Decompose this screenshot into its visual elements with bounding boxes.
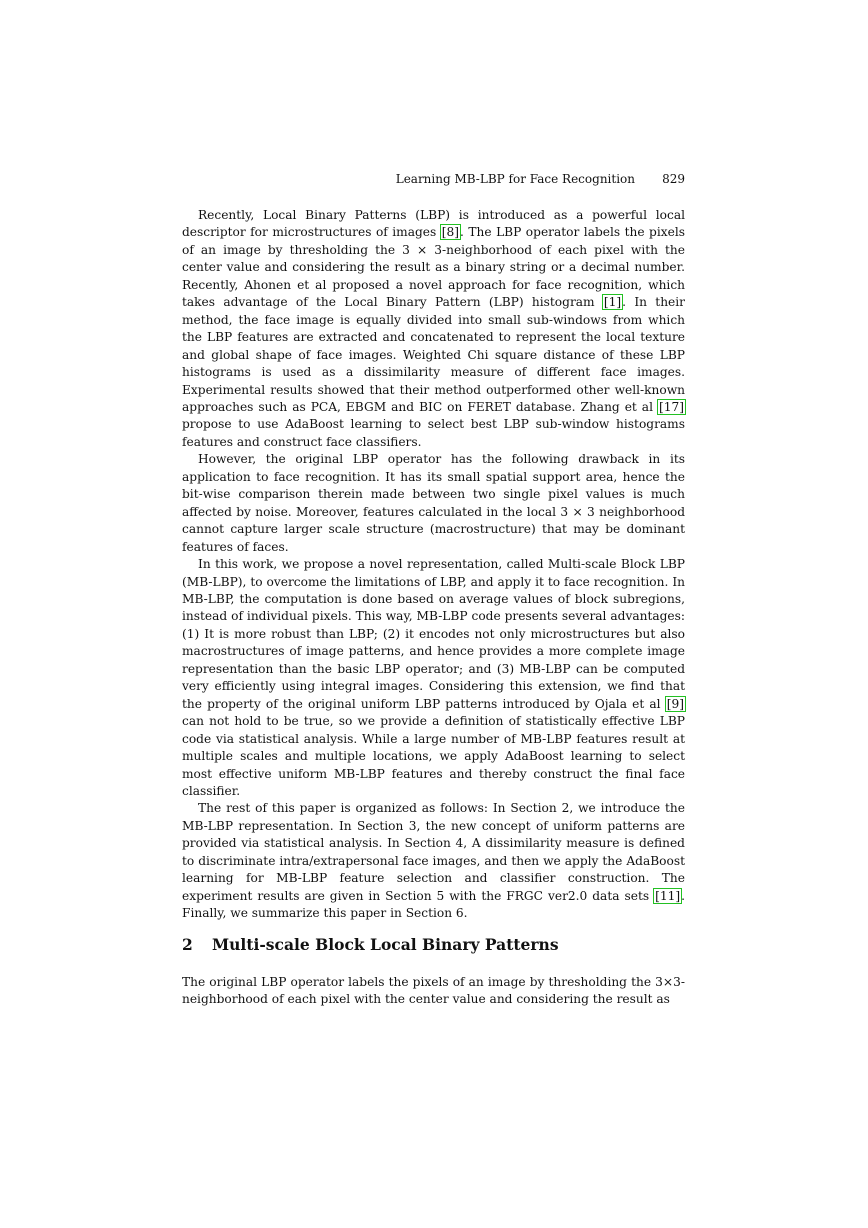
- section-number: 2: [182, 935, 193, 954]
- citation-link[interactable]: [1]: [603, 295, 622, 310]
- citation-link[interactable]: [17]: [658, 399, 684, 414]
- section-title: Multi-scale Block Local Binary Patterns: [212, 935, 559, 954]
- body-text-run: propose to use AdaBoost learning to select best LBP sub-window histograms features and construct face classifiers.: [182, 417, 685, 449]
- body-paragraph: [182, 207, 685, 451]
- body-text-run: Recently, Local Binary Patterns (LBP) is introduced as a powerful local descriptor for microstructures of images: [182, 208, 685, 240]
- section-heading: [182, 935, 685, 954]
- citation-link[interactable]: [9]: [666, 696, 684, 711]
- section-body: [182, 974, 685, 1009]
- body-text: [182, 207, 685, 923]
- body-paragraph: [182, 800, 685, 922]
- body-text-run: However, the original LBP operator has the following drawback in its application to face recognition. It has its small spatial support area, hence the bit-wise comparison therein made between two single pixel values is much affected by noise. Moreover, features calculated in the local 3 × 3 neighborhood cannot capture larger scale structure (macrostructure) that may be dominant features of faces.: [182, 452, 685, 554]
- citation-link[interactable]: [8]: [441, 225, 460, 240]
- body-text-run: can not hold to be true, so we provide a definition of statistically effective LBP code via statistical analysis. While a large number of MB-LBP features result at multiple scales and multiple locations, we apply AdaBoost learning to select most effective uniform MB-LBP features and thereby construct the final face classifier.: [182, 714, 685, 798]
- body-text-run: The rest of this paper is organized as follows: In Section 2, we introduce the MB-LBP representation. In Section 3, the new concept of uniform patterns are provided via statistical analysis. In Section 4, A dissimilarity measure is defined to discriminate intra/extrapersonal face images, and then we apply the AdaBoost learning for MB-LBP feature selection and classifier construction. The experiment results are given in Section 5 with the FRGC ver2.0 data sets: [182, 801, 685, 903]
- body-paragraph: [182, 451, 685, 556]
- body-paragraph: [182, 556, 685, 800]
- running-header: [182, 172, 685, 192]
- body-text-run: . In their method, the face image is equally divided into small sub-windows from which the LBP features are extracted and concatenated to represent the local texture and global shape of face images. Weighted Chi square distance of these LBP histograms is used as a dissimilarity measure of different face images. Experimental results showed that their method outperformed other well-known approaches such as PCA, EBGM and BIC on FERET database. Zhang et al: [182, 295, 685, 414]
- running-title: Learning MB-LBP for Face Recognition: [395, 172, 635, 186]
- body-text-run: . Finally, we summarize this paper in Section 6.: [182, 888, 685, 921]
- citation-link[interactable]: [11]: [655, 888, 681, 903]
- body-text-run: . The LBP operator labels the pixels of an image by thresholding the 3 × 3-neighborhood of each pixel with the center value and considering the result as a binary string or a decimal number. Recently, Ahonen et al proposed a novel approach for face recognition, which takes advantage of the Local Binary Pattern (LBP) histogram: [182, 225, 685, 310]
- section-paragraph: The original LBP operator labels the pixels of an image by thresholding the 3×3-neighborhood of each pixel with the center value and considering the result as: [182, 975, 685, 1007]
- body-text-run: In this work, we propose a novel representation, called Multi-scale Block LBP (MB-LBP), to overcome the limitations of LBP, and apply it to face recognition. In MB-LBP, the computation is done based on average values of block subregions, instead of individual pixels. This way, MB-LBP code presents several advantages: (1) It is more robust than LBP; (2) it encodes not only microstructures but also macrostructures of image patterns, and hence provides a more complete image representation than the basic LBP operator; and (3) MB-LBP can be computed very efficiently using integral images. Considering this extension, we find that the property of the original uniform LBP patterns introduced by Ojala et al: [182, 557, 685, 711]
- page-number: 829: [662, 172, 685, 186]
